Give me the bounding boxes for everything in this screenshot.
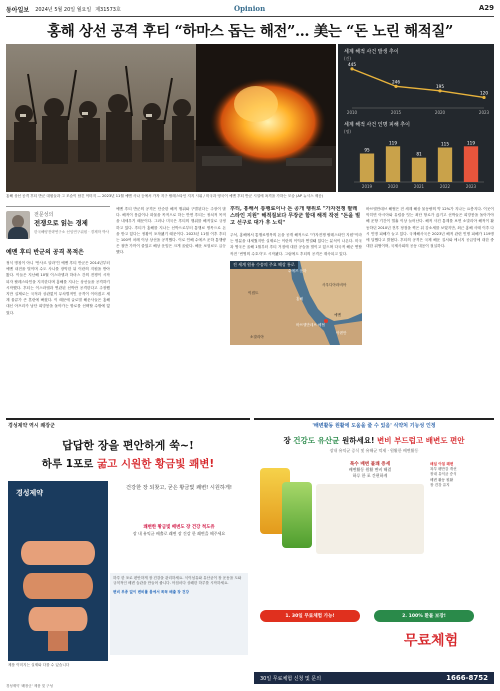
bottom-chart-data-label: 95 — [364, 147, 370, 153]
ad-right-mid-3: 하루 한 포 간편하게 — [352, 472, 388, 478]
top-chart-tick-label: 2023 — [478, 110, 490, 115]
ad-kyungsung[interactable] — [6, 418, 250, 686]
ad-right-body — [254, 458, 494, 608]
column-left — [6, 206, 110, 414]
column-body: 정식 명칭이 아니 ‘안사르 알라’인 예멘 후티 반군은 2014년부터 예멘 내전을 벌이며 수도 사나를 장악한 뒤 이란의 지원을 받아 왔다. 이들은 지난해 10월 이스라엘과 하마스 간의 전쟁이 시작되자 팔레스타인을 지지한다며 홍해를 지나는 상선들을 공격하기 시작했다. 후티는 이스라엘과 연관된 선박만 공격한다고 주장했지만 실제로는 국적과 상관없이 무차별적인 공격이 이어졌고 세계 물류가 큰 혼란에 빠졌다. 이 때문에 글로벌 해운사들은 홍해 대신 아프리카 남단 희망봉을 돌아가는 항로를 선택할 수밖에 없었다. — [6, 261, 110, 315]
bottom-chart-tick-label: 2021 — [413, 184, 425, 189]
main-headline: 홍해 상선 공격 후티 “하마스 돕는 해전”… 美는 “돈 노린 해적질” — [47, 23, 453, 40]
bottom-chart-bar — [360, 154, 374, 183]
badge-free-trial[interactable]: 1. 30일 무료체험 가능! — [260, 610, 360, 622]
top-chart-data-label: 120 — [480, 90, 488, 96]
ad-right-footer — [254, 610, 494, 684]
ad-note: 제품 이미지는 실제와 다를 수 있습니다 — [8, 663, 70, 667]
article-body-2: 예멘 후티 반군의 공격은 단순한 해적 행위와 구별된다는 주장이 많다. 해적이 몸값이나 화물을 목적으로 하는 반면 후티는 정치적 목적을 내세우기 때문이다. 그러나 미국은 후티의 행위를 해적질로 규정하고 있다. 후티가 홍해를 지나는 선박으로부터 통행료 명목으로 돈을 받고 있다는 정황이 포착됐기 때문이다. 2023년 11월 이후 후티는 100여 차례 이상 상선을 공격했다. 이로 인해 수에즈 운하 통행량은 절반 가까이 줄었고 해상 운임은 크게 올랐다. 해운 보험료도 급등했다. — [116, 207, 226, 255]
phone-bar[interactable] — [254, 672, 494, 684]
ad-info-box — [110, 525, 248, 536]
ad-list-item: 장내 유익균 증식 — [430, 472, 457, 477]
ad-caption: 경성제약 '쾌장군' 제품 및 구성 — [6, 684, 53, 688]
column-header — [6, 206, 110, 239]
section-name: Opinion — [234, 4, 266, 13]
map-label-somalia: 소말리아 — [250, 334, 264, 339]
ad-list-item: 복부 팽만감 개선 — [430, 467, 457, 472]
ad-right-headline-b: 원하세요! — [339, 436, 378, 445]
ad-probiotic[interactable] — [254, 418, 494, 686]
ad-right-mid-2: 배변활동 원활 변비 해결 — [348, 467, 392, 473]
map-label-gulf-aden: 아덴만 — [336, 330, 347, 335]
bottom-chart-title: 세계 해적 사건 인명 피해 추이 — [344, 122, 410, 128]
bottom-chart-unit: (명) — [344, 129, 351, 134]
ad-right-list — [430, 462, 492, 488]
phone-number[interactable]: 1666-8752 — [446, 674, 488, 682]
issue-date: 2024년 5월 20일 월요일 — [35, 7, 92, 13]
ad-headline-2-prefix: 하루 1포로 — [41, 458, 97, 470]
ad-strip — [110, 573, 248, 655]
masthead — [6, 3, 494, 17]
top-chart-data-label: 246 — [392, 79, 400, 85]
ad-list-item: 매일 아침 쾌변 — [430, 462, 454, 466]
article-body-3: 주석, 홍해에서 통행료명목의 돈을 공개 해적으로 "가자전쟁 팔레스타인 지원"이라는 명분을 내세웠지만 실제로는 이란의 이익과 연결돼 있다는 분석이 나온다. 미국과 영국은 올해 1월부터 후티 거점에 대한 공습을 벌이고 있으며 다국적 해군 연합 작전 ‘번영의 수호자’도 시작됐다. 그럼에도 후티의 공격은 계속되고 있다. — [230, 233, 362, 256]
piracy-charts-panel — [338, 44, 494, 192]
column-third — [230, 206, 362, 414]
product-image — [316, 484, 424, 554]
bottom-chart-tick-label: 2020 — [387, 184, 399, 189]
intestine-illustration — [8, 481, 108, 661]
ad-list-item: 장 건강 유지 — [430, 482, 450, 487]
ad-brand: 경성제약 — [16, 489, 44, 497]
intestine-icon — [8, 481, 108, 661]
top-chart-title: 세계 해적 사건 발생 추이 — [344, 49, 399, 55]
writer-name: 전문성의 — [34, 212, 54, 218]
bottom-chart-data-label: 119 — [389, 140, 397, 146]
bottom-chart-tick-label: 2019 — [361, 184, 373, 189]
ad-strip-caption: 변비 부종 없이 변비를 몸에서 꼭꼭 배출 장 건강 — [113, 590, 189, 594]
column-title: 전쟁으로 읽는 경제 — [34, 219, 88, 227]
column-fourth — [366, 206, 494, 414]
ad-right-headline — [254, 435, 494, 446]
ad-strip-text: 하루 한 포로 편안하게 장 건강을 관리하세요. 식이섬유와 유산균이 장 운동을 도와 규칙적인 배변 습관을 만들어 줍니다. 아침마다 상쾌한 하루를 시작하세요. — [113, 576, 242, 585]
ad-box-subtitle: 장 내 유익균 배출로 쾌변 장 건강 한 쾌변을 해주세요 — [132, 530, 226, 536]
page-number: A29 — [478, 4, 494, 12]
writer-role: 한국해양전략연구소 선임연구위원 · 경제학 박사 — [34, 229, 110, 234]
top-chart-unit: (건) — [344, 56, 351, 61]
writer-avatar — [6, 211, 30, 239]
map-label-suez: 수에즈 운하 — [288, 268, 307, 273]
ad-right-mid — [316, 462, 424, 554]
map-label-egypt: 이집트 — [248, 290, 259, 295]
news-photo — [6, 44, 336, 192]
column-middle — [116, 206, 226, 414]
pull-quote: 후티, 홍해서 통행료이나 돈 공개 행위로 "가자전쟁 팔레스타인 지원" 해적질보다 무장군 함대 해적 작전 "돈을 벌고 선구로 대가 후 노릭" — [230, 206, 361, 226]
bottom-chart-bar — [412, 158, 426, 182]
ad-body — [6, 477, 250, 677]
map-label-yemen: 예멘 — [334, 312, 341, 317]
piracy-charts — [338, 44, 494, 192]
red-sea-map — [230, 261, 362, 345]
top-chart-tick-label: 2015 — [390, 110, 402, 115]
top-chart-line — [352, 69, 484, 98]
top-chart-point — [350, 67, 353, 70]
bottom-chart-bar — [386, 146, 400, 182]
crowd-and-explosion-image — [6, 44, 336, 192]
ad-headline-2-highlight: 굶고 시원한 황금빛 쾌변! — [97, 458, 215, 470]
bottom-chart-tick-label: 2023 — [465, 184, 477, 189]
map-label-saudi: 사우디아라비아 — [322, 282, 347, 287]
map-title: 전 세계 원유 수송의 주요 해상 통로 — [230, 261, 298, 269]
ad-slogan: 건강한 장 되찾고, 굳은 황금빛 쾌변! 시원하게! — [126, 485, 232, 491]
column-subhead: 예멘 후티 반군의 공격 목적은 — [6, 249, 84, 256]
ad-headline-2 — [6, 456, 250, 471]
newspaper-logo: 동아일보 — [6, 7, 30, 14]
top-chart-point — [438, 89, 441, 92]
ad-list-item: 배변 활동 원활 — [430, 477, 454, 482]
ad-box-title: 쾌변한 황금빛 배변도 장 건강 척도쥬 — [143, 525, 215, 530]
ad-headline-1: 답답한 장을 편안하게 쑥~! — [62, 439, 194, 452]
ad-right-top: '배변활동 원활에 도움을 줄 수 있음' 식약처 기능성 인정 — [312, 423, 436, 429]
bottom-chart-data-label: 115 — [441, 141, 449, 147]
top-chart-tick-label: 2020 — [434, 110, 446, 115]
bottom-chart-tick-label: 2022 — [439, 184, 451, 189]
ad-right-headline-green: 건강도 유산균 — [293, 436, 340, 445]
photo-caption: 홍해 상선 공격 후티 반군 대원들과 그 모습이 담긴 이미지 — 2023년 11월 예멘 사나 등에서 가자 지구 팔레스타인 지지 시위 / 미국과 영국이 예멘 후티 반군 시설에 폭격을 가하는 모습 (AP 뉴시스 제공) — [6, 194, 324, 198]
bottom-chart-data-label: 119 — [467, 140, 475, 146]
free-trial-text: 무료체험 — [404, 633, 459, 649]
ad-right-headline-a: 장 — [283, 436, 294, 445]
top-chart-tick-label: 2010 — [346, 110, 358, 115]
map-label-strait: 바브엘만데브 해협 — [296, 322, 325, 327]
ad-right-sub: 장내 유익균 증식 및 유해균 억제 · 원활한 배변활동 — [329, 448, 419, 453]
phone-label: 30일 무료체험 신청 및 문의 — [260, 675, 322, 682]
ad-label: 경성제약 역시 쾌장군 — [8, 423, 55, 429]
bottom-chart-bar — [464, 146, 478, 182]
top-chart-data-label: 445 — [348, 61, 356, 67]
issue-number: 제31573호 — [95, 7, 121, 13]
top-chart-data-label: 195 — [436, 83, 444, 89]
top-chart-point — [482, 96, 485, 99]
ad-right-mid-1: 목수 배변 불쾌 증세 — [349, 462, 391, 467]
bottom-chart-bar — [438, 148, 452, 183]
bottom-chart-data-label: 81 — [416, 151, 422, 157]
badge-refund[interactable]: 2. 100% 환불 보장! — [374, 610, 474, 622]
product-box-icon — [282, 482, 312, 548]
ad-right-headline-red: 변비 부드럽고 배변도 편안 — [377, 436, 465, 445]
article-body-4: 바브엘만데브 해협은 전 세계 해상 물동량의 약 12%가 지나는 요충지다. 이곳이 막히면 아시아와 유럽을 잇는 최단 항로가 끊기고 선박들은 희망봉을 돌아가야 해 운항 기간이 열흘 이상 늘어난다. 해적 사건 통계를 보면 소말리아 해적이 활동하던 2010년 전후 정점을 찍은 뒤 감소세를 보였지만, 최근 홍해 사태 이후 다시 인명 피해가 늘고 있다. 국제해사국은 2023년 해적 관련 인명 피해가 119명에 달했다고 밝혔다. 후티의 공격은 국제 해운 질서와 에너지 공급망에 대한 중대한 위협이며, 국제사회의 공동 대응이 절실하다. — [366, 207, 494, 249]
top-chart-point — [394, 85, 397, 88]
map-label-red-sea: 홍해 — [296, 296, 303, 301]
